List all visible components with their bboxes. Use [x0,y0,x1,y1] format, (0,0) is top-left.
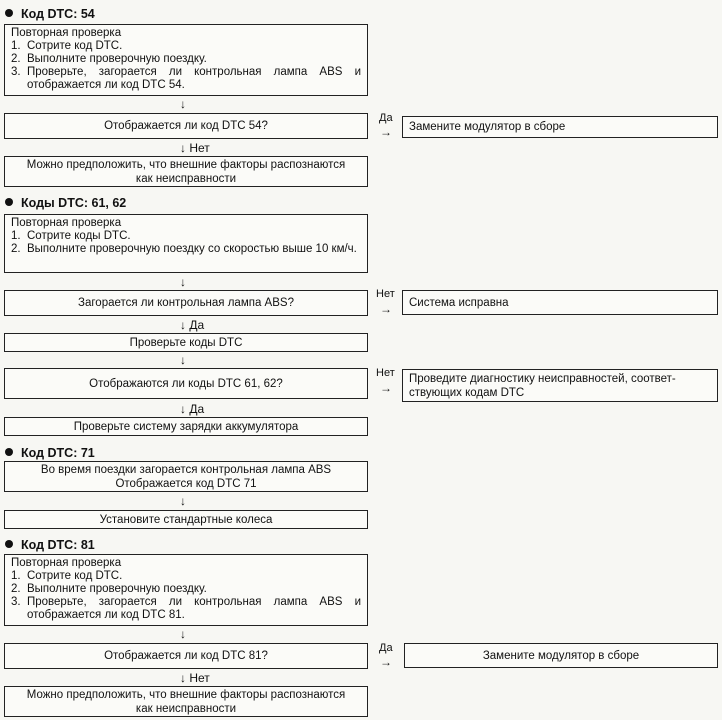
action-box-check-codes: Проверьте коды DTC [4,333,368,352]
section-heading-dtc-81: Код DTC: 81 [5,538,95,552]
action-box-standard-wheels: Установите стандартные колеса [4,510,368,529]
action-box-check-charging: Проверьте систему зарядки аккумулятора [4,417,368,436]
recheck-box-dtc-54: Повторная проверка 1. Сотрите код DTC. 2. Выполните проверочную поездку. 3. Проверьте, загорается ли контрольная лампа ABS и отображается ли код DTC 54. [4,24,368,96]
arrow-down-icon: ↓ [180,275,186,289]
no-label: Нет [376,367,395,379]
bullet-icon [5,9,13,17]
yes-label: Да [379,112,393,124]
question-box-dtc-61-62: Отображаются ли коды DTC 61, 62? [4,368,368,399]
arrow-right-icon: → [380,302,392,316]
arrow-down-icon: ↓ Да [180,402,205,416]
result-box-replace-modulator: Замените модулятор в сборе [402,116,718,138]
bullet-icon [5,448,13,456]
question-box-abs-lamp: Загорается ли контрольная лампа ABS? [4,290,368,316]
arrow-down-icon: ↓ [180,353,186,367]
condition-box-dtc-71: Во время поездки загорается контрольная лампа ABS Отображается код DTC 71 [4,461,368,492]
section-heading-dtc-54: Код DTC: 54 [5,7,95,21]
no-label: Нет [376,288,395,300]
arrow-right-icon: → [380,655,392,669]
bullet-icon [5,198,13,206]
arrow-down-icon: ↓ Нет [180,671,210,685]
section-heading-dtc-71: Код DTC: 71 [5,446,95,460]
result-box-replace-modulator-81: Замените модулятор в сборе [404,643,718,668]
bullet-icon [5,540,13,548]
recheck-box-dtc-61-62: Повторная проверка 1. Сотрите коды DTC. 2. Выполните проверочную поездку со скоростью выше 10 км/ч. [4,214,368,273]
result-box-diagnose-codes: Проведите диагностику неисправностей, соответ- ствующих кодам DTC [402,369,718,402]
arrow-down-icon: ↓ [180,627,186,641]
arrow-right-icon: → [380,381,392,395]
result-box-external-factors-81: Можно предположить, что внешние факторы распознаются как неисправности [4,686,368,717]
result-box-external-factors: Можно предположить, что внешние факторы распознаются как неисправности [4,156,368,187]
arrow-down-icon: ↓ [180,97,186,111]
section-heading-dtc-61-62: Коды DTC: 61, 62 [5,196,126,210]
recheck-box-dtc-81: Повторная проверка 1. Сотрите код DTC. 2. Выполните проверочную поездку. 3. Проверьте, загорается ли контрольная лампа ABS и отображается ли код DTC 81. [4,554,368,626]
question-box-dtc-81: Отображается ли код DTC 81? [4,643,368,669]
arrow-right-icon: → [380,125,392,139]
result-box-system-ok: Система исправна [402,290,718,315]
question-box-dtc-54: Отображается ли код DTC 54? [4,113,368,139]
arrow-down-icon: ↓ Нет [180,141,210,155]
arrow-down-icon: ↓ [180,494,186,508]
arrow-down-icon: ↓ Да [180,318,205,332]
yes-label: Да [379,642,393,654]
